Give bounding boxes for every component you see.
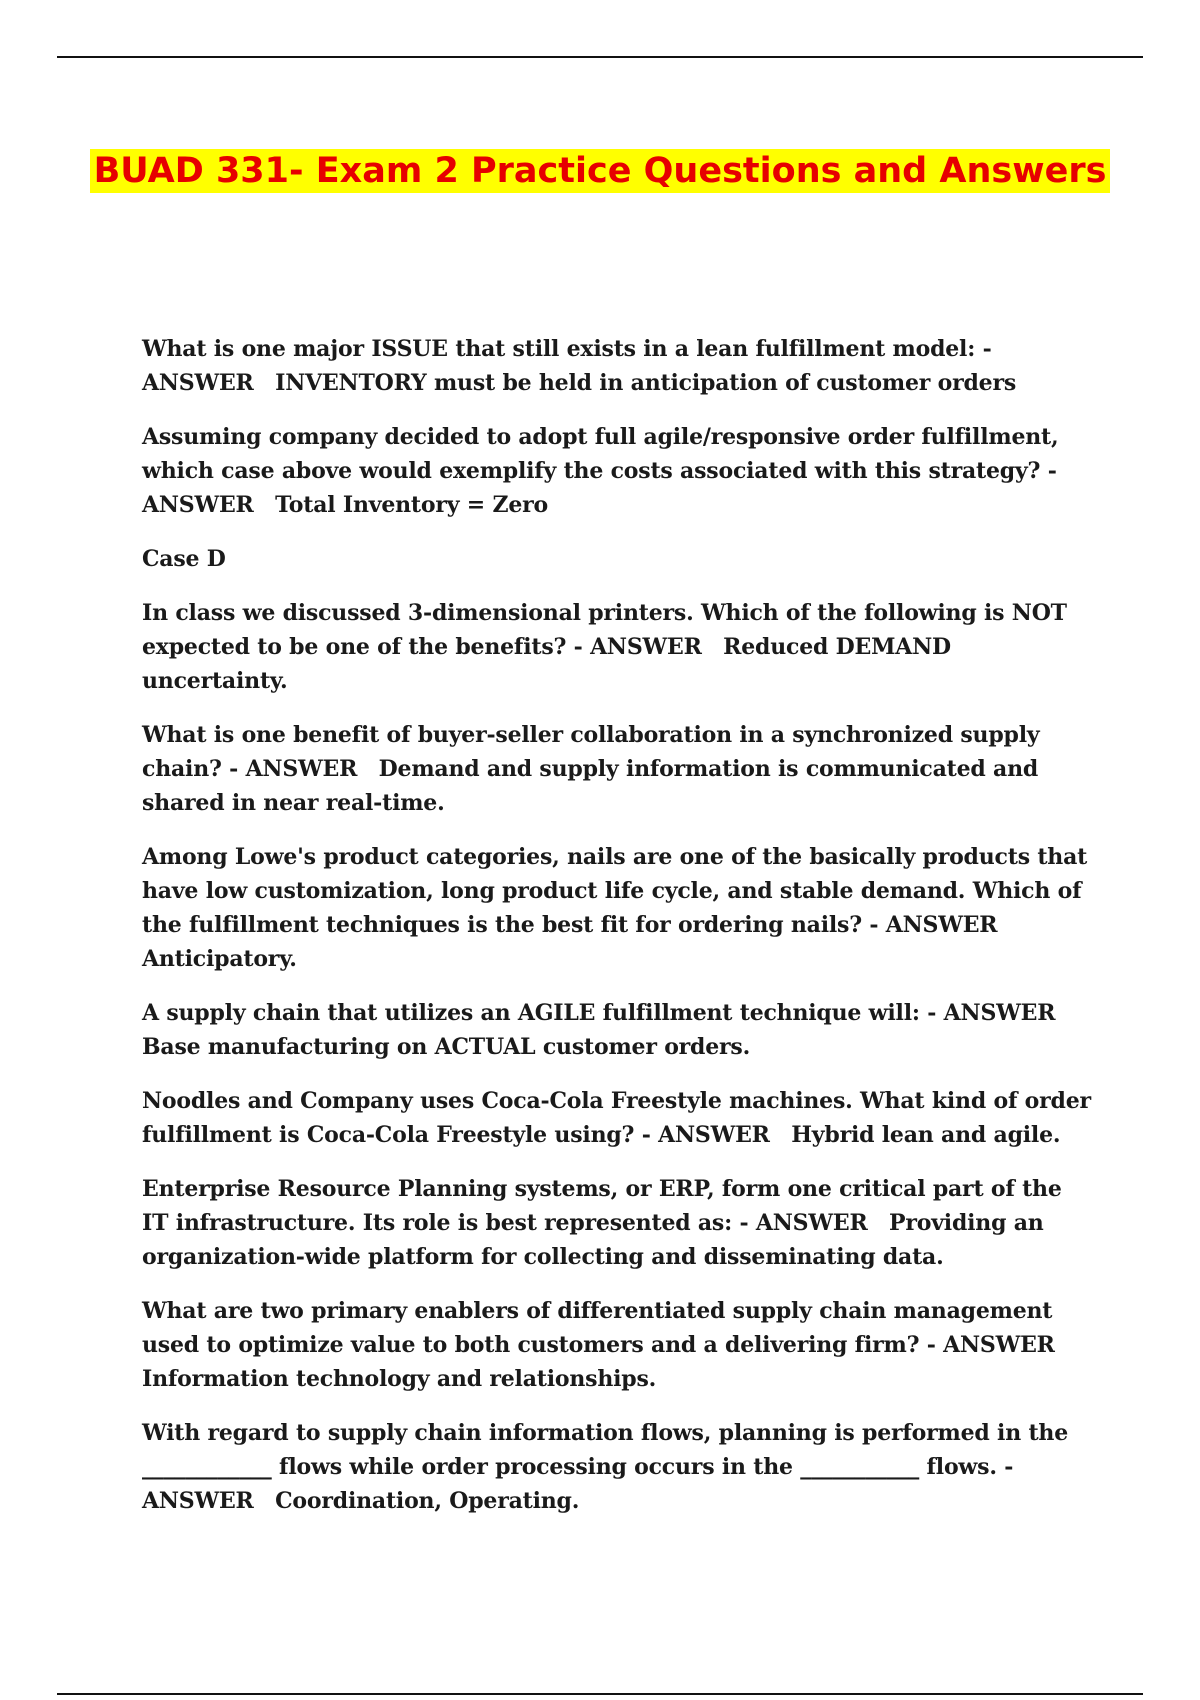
qa-item	[142, 1084, 1092, 1152]
answer-label: ANSWER	[142, 370, 254, 396]
answer-label: ANSWER	[755, 1210, 868, 1236]
qa-list	[142, 332, 1092, 1538]
question-text: Assuming company decided to adopt full agile/responsive order fulfillment, which case above would exemplify the costs associated with this strategy?	[142, 424, 1059, 484]
qa-item	[142, 542, 1092, 576]
answer-text: INVENTORY must be held in anticipation of customer orders	[275, 370, 1017, 396]
answer-text: Base manufacturing on ACTUAL customer orders.	[142, 1034, 751, 1060]
answer-text: Providing an organization-wide platform for collecting and disseminating data.	[142, 1210, 1044, 1270]
qa-item	[142, 420, 1092, 522]
answer-label: ANSWER	[245, 756, 358, 782]
answer-separator: -	[221, 756, 246, 782]
answer-label: ANSWER	[943, 1332, 1055, 1358]
question-text: With regard to supply chain information flows, planning is performed in the ____________ flows while order processing occurs in the ___________ flows.	[142, 1420, 1069, 1480]
question-text: Among Lowe's product categories, nails are one of the basically products that have low customization, long product life cycle, and stable demand. Which of the fulfillment techniques is the best fit for ordering nails?	[142, 844, 1088, 938]
qa-item	[142, 1416, 1092, 1518]
question-text: In class we discussed 3-dimensional printers. Which of the following is NOT expected to be one of the benefits?	[142, 600, 1067, 660]
qa-item	[142, 1172, 1092, 1274]
question-text: A supply chain that utilizes an AGILE fulfillment technique will:	[142, 1000, 920, 1026]
qa-item	[142, 1294, 1092, 1396]
answer-label: ANSWER	[885, 912, 998, 938]
answer-label: ANSWER	[142, 1488, 254, 1514]
question-text: Noodles and Company uses Coca-Cola Freestyle machines. What kind of order fulfillment is Coca-Cola Freestyle using?	[142, 1088, 1091, 1148]
answer-separator: -	[919, 1332, 944, 1358]
answer-label: ANSWER	[658, 1122, 770, 1148]
answer-text: Anticipatory.	[142, 946, 297, 972]
qa-item	[142, 332, 1092, 400]
answer-label: ANSWER	[590, 634, 702, 660]
answer-text: Reduced DEMAND uncertainty.	[142, 634, 951, 694]
question-text: What are two primary enablers of differentiated supply chain management used to optimize value to both customers and a delivering firm?	[142, 1298, 1053, 1358]
answer-label: ANSWER	[943, 1000, 1056, 1026]
document-title	[0, 142, 1200, 201]
answer-text: Total Inventory = Zero	[275, 492, 549, 518]
answer-label: ANSWER	[142, 492, 254, 518]
answer-text: Case D	[142, 546, 226, 572]
answer-text: Coordination, Operating.	[275, 1488, 580, 1514]
answer-separator: -	[919, 1000, 944, 1026]
answer-text: Information technology and relationships.	[142, 1366, 657, 1392]
question-text: What is one benefit of buyer-seller collaboration in a synchronized supply chain?	[142, 722, 1040, 782]
answer-separator: -	[996, 1454, 1014, 1480]
top-rule	[57, 56, 1143, 58]
answer-separator: -	[566, 634, 591, 660]
answer-separator: -	[975, 336, 992, 362]
answer-separator: -	[861, 912, 886, 938]
answer-text: Demand and supply information is communicated and shared in near real-time.	[142, 756, 1039, 816]
qa-item	[142, 996, 1092, 1064]
question-text: Enterprise Resource Planning systems, or ERP, form one critical part of the IT infrastructure. Its role is best represented as:	[142, 1176, 1062, 1236]
answer-separator: -	[732, 1210, 756, 1236]
qa-item	[142, 718, 1092, 820]
answer-separator: -	[1040, 458, 1057, 484]
qa-item	[142, 596, 1092, 698]
title-highlight: BUAD 331- Exam 2 Practice Questions and Answers	[90, 149, 1111, 193]
question-text: What is one major ISSUE that still exists in a lean fulfillment model:	[142, 336, 976, 362]
answer-separator: -	[634, 1122, 659, 1148]
qa-item	[142, 840, 1092, 976]
answer-text: Hybrid lean and agile.	[791, 1122, 1061, 1148]
bottom-rule	[57, 1693, 1143, 1695]
